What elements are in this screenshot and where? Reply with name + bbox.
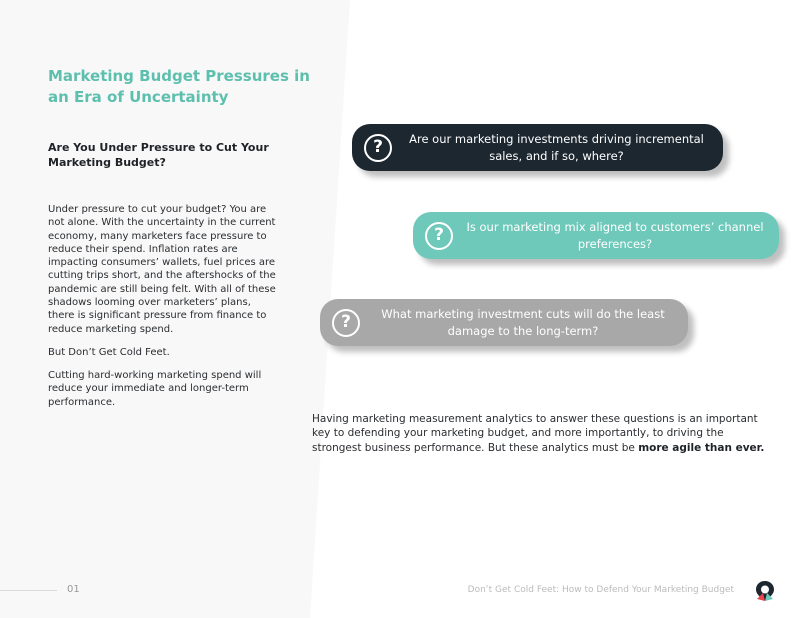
- conclusion-paragraph: Cutting hard-working marketing spend will reduce your immediate and longer-term performance.: [48, 370, 262, 408]
- question-pill-3: [320, 299, 688, 346]
- question-text: What marketing investment cuts will do the least damage to the long-term?: [381, 306, 665, 338]
- question-circle-icon: ?: [332, 309, 360, 337]
- question-circle-icon: ?: [364, 134, 392, 162]
- closing-emphasis: more agile than ever.: [638, 441, 765, 454]
- footer-title: Don’t Get Cold Feet: How to Defend Your Marketing Budget: [467, 585, 734, 595]
- map-pin-logo-icon: [754, 580, 776, 602]
- page-title: Marketing Budget Pressures in an Era of Uncertainty: [48, 67, 310, 106]
- question-text: Are our marketing investments driving incremental sales, and if so, where?: [409, 131, 704, 163]
- question-text: Is our marketing mix aligned to customers’ channel preferences?: [466, 219, 764, 251]
- section-subheading: Are You Under Pressure to Cut Your Marketing Budget?: [48, 141, 269, 169]
- closing-text: Having marketing measurement analytics to answer these questions is an important key to defending your marketing budget, and more importantly, to driving the strongest business performance. But these analytics must be: [312, 413, 758, 454]
- question-pill-2: [413, 212, 779, 259]
- intro-paragraph: Under pressure to cut your budget? You are not alone. With the uncertainty in the current economy, many marketers face pressure to reduce their spend. Inflation rates are impacting consumers’ wallets, fuel prices are cutting trips short, and the aftershocks of the pandemic are still being felt. With all of these shadows looming over marketers’ plans, there is significant pressure from finance to reduce marketing spend.: [48, 204, 276, 335]
- question-circle-icon: ?: [425, 222, 453, 250]
- question-pill-1: [352, 124, 723, 171]
- footer-divider: [0, 590, 57, 591]
- closing-paragraph: [312, 412, 767, 455]
- page-number: 01: [67, 584, 80, 595]
- callout-paragraph: But Don’t Get Cold Feet.: [48, 347, 170, 358]
